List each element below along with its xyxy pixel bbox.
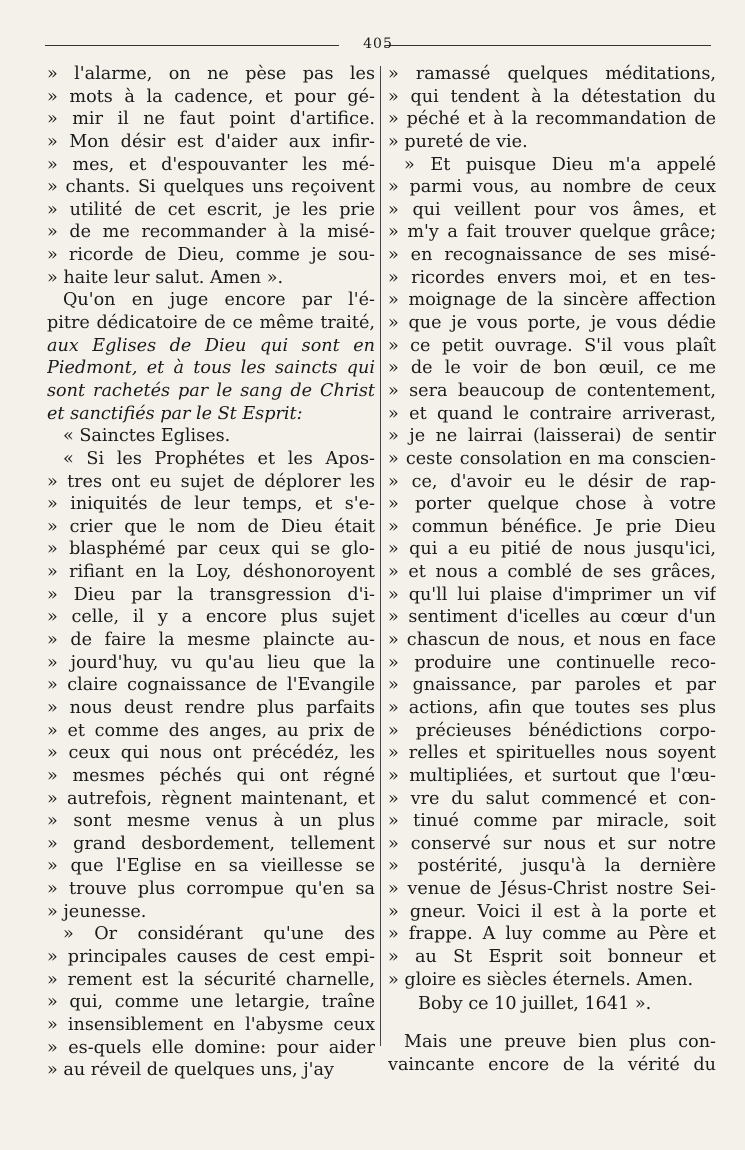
text-line: » qui a eu pitié de nous jusqu'ici,: [388, 539, 716, 560]
paragraph-gap: [388, 1017, 716, 1031]
text-line: » Mon désir est d'aider aux infir-: [47, 131, 375, 152]
page-header: [45, 34, 711, 54]
text-line: » sera beaucoup de contentement,: [388, 380, 716, 401]
text-line: » chascun de nous, et nous en face: [388, 630, 716, 651]
text-line: » ceux qui nous ont précédéz, les: [47, 743, 375, 764]
text-line: » tinué comme par miracle, soit: [388, 811, 716, 832]
text-line: » ramassé quelques méditations,: [388, 64, 716, 84]
column-divider: [380, 66, 381, 1046]
text-line: » et comme des anges, au prix de: [47, 720, 375, 741]
text-line: » mes, et d'espouvanter les mé-: [47, 154, 375, 175]
text-line: » relles et spirituelles nous soyent: [388, 743, 716, 764]
text-line: » en recognaissance de ses misé-: [388, 245, 716, 266]
text-line: » actions, afin que toutes ses plus: [388, 697, 716, 718]
text-line: » de me recommander à la misé-: [47, 222, 375, 243]
text-line: » moignage de la sincère affection: [388, 290, 716, 311]
text-line: » claire cognaissance de l'Evangile: [47, 675, 375, 696]
text-line: » jourd'huy, vu qu'au lieu que la: [47, 652, 375, 673]
text-line: » insensiblement en l'abysme ceux: [47, 1014, 375, 1035]
text-line: » porter quelque chose à votre: [388, 494, 716, 515]
text-line: » au St Esprit soit bonneur et: [388, 946, 716, 967]
text-line: » gneur. Voici il est à la porte et: [388, 901, 716, 922]
text-line: » l'alarme, on ne pèse pas les: [47, 64, 375, 84]
text-line: » nous deust rendre plus parfaits: [47, 697, 375, 718]
text-line: » tres ont eu sujet de déplorer les: [47, 471, 375, 492]
text-line: » qu'll lui plaise d'imprimer un vif: [388, 584, 716, 605]
text-line: » ce petit ouvrage. S'il vous plaît: [388, 335, 716, 356]
text-line: » parmi vous, au nombre de ceux: [388, 177, 716, 198]
text-line: » m'y a fait trouver quelque grâce;: [388, 222, 716, 243]
date-line: Boby ce 10 juillet, 1641 ».: [418, 994, 652, 1015]
text-line: vaincante encore de la vérité du: [388, 1054, 716, 1075]
text-line: » celle, il y a encore plus sujet: [47, 607, 375, 628]
text-line: » autrefois, règnent maintenant, et: [47, 788, 375, 809]
text-line: » frappe. A luy comme au Père et: [388, 924, 716, 945]
text-line: sont rachetés par le sang de Christ: [47, 380, 375, 401]
text-line: » postérité, jusqu'à la dernière: [388, 856, 716, 877]
text-line: « Si les Prophétes et les Apos-: [63, 448, 375, 469]
text-line: Mais une preuve bien plus con-: [404, 1032, 716, 1053]
text-line: » conservé sur nous et sur notre: [388, 833, 716, 854]
text-line: » sentiment d'icelles au cœur d'un: [388, 607, 716, 628]
text-line: » mots à la cadence, et pour gé-: [47, 86, 375, 107]
text-line: » blasphémé par ceux qui se glo-: [47, 539, 375, 560]
page-number: 405: [363, 36, 393, 52]
text-line: » sont mesme venus à un plus: [47, 811, 375, 832]
text-line: » Or considérant qu'une des: [63, 924, 375, 945]
text-line: » vre du salut commencé et con-: [388, 788, 716, 809]
text-line: » produire une continuelle reco-: [388, 652, 716, 673]
text-line: » utilité de cet escrit, je les prie: [47, 199, 375, 220]
text-line: Qu'on en juge encore par l'é-: [63, 290, 375, 311]
text-line: » que je vous porte, je vous dédie: [388, 313, 716, 334]
text-line: » trouve plus corrompue qu'en sa: [47, 879, 375, 900]
left-column: [47, 63, 375, 1082]
text-line: » qui, comme une letargie, traîne: [47, 992, 375, 1013]
text-line: » haite leur salut. Amen ».: [47, 267, 284, 288]
closing-lines: [388, 1031, 716, 1076]
text-line: » et quand le contraire arriverast,: [388, 403, 716, 424]
text-line: » multipliées, et surtout que l'œu-: [388, 765, 716, 786]
text-line: » mesmes péchés qui ont régné: [47, 765, 375, 786]
text-line: « Sainctes Eglises.: [63, 426, 231, 447]
text-line: aux Eglises de Dieu qui sont en: [47, 335, 375, 356]
text-line: » que l'Eglise en sa vieillesse se: [47, 856, 375, 877]
text-line: » chants. Si quelques uns reçoivent: [47, 177, 375, 198]
text-line: » ceste consolation en ma conscien-: [388, 448, 716, 469]
text-line: » Et puisque Dieu m'a appelé: [404, 154, 716, 175]
text-line: » péché et à la recommandation de: [388, 109, 716, 130]
text-line: » crier que le nom de Dieu était: [47, 516, 375, 537]
text-line: » mir il ne faut point d'artifice.: [47, 109, 375, 130]
text-line: » ricordes envers moi, et en tes-: [388, 267, 716, 288]
text-line: » Dieu par la transgression d'i-: [47, 584, 375, 605]
right-column-lines: [388, 63, 716, 991]
text-line: » commun bénéfice. Je prie Dieu: [388, 516, 716, 537]
text-line: pitre dédicatoire de ce même traité,: [47, 313, 375, 334]
text-line: » ricorde de Dieu, comme je sou-: [47, 245, 375, 266]
text-line: » principales causes de cest empi-: [47, 946, 375, 967]
text-line: » je ne lairrai (laisserai) de sentir: [388, 426, 716, 447]
text-line: Piedmont, et à tous les saincts qui: [47, 358, 375, 379]
text-line: » de faire la mesme plaincte au-: [47, 630, 375, 651]
right-column: [388, 63, 716, 1077]
text-line: » qui tendent à la détestation du: [388, 86, 716, 107]
text-line: et sanctifiés par le St Esprit:: [47, 403, 303, 424]
text-line: » et nous a comblé de ses grâces,: [388, 562, 716, 583]
text-line: » gloire es siècles éternels. Amen.: [388, 969, 694, 990]
text-line: » de le voir de bon œuil, ce me: [388, 358, 716, 379]
text-line: » es-quels elle domine: pour aider: [47, 1037, 375, 1058]
text-line: » qui veillent pour vos âmes, et: [388, 199, 716, 220]
text-line: » grand desbordement, tellement: [47, 833, 375, 854]
text-line: » rifiant en la Loy, déshonoroyent: [47, 562, 375, 583]
text-line: » iniquités de leur temps, et s'e-: [47, 494, 375, 515]
text-line: » ce, d'avoir eu le désir de rap-: [388, 471, 716, 492]
text-line: » venue de Jésus-Christ nostre Sei-: [388, 879, 716, 900]
text-line: » au réveil de quelques uns, j'ay: [47, 1060, 334, 1081]
text-line: » jeunesse.: [47, 901, 147, 922]
text-line: » précieuses bénédictions corpo-: [388, 720, 716, 741]
text-line: » rement est la sécurité charnelle,: [47, 969, 375, 990]
text-line: » gnaissance, par paroles et par: [388, 675, 716, 696]
text-line: » pureté de vie.: [388, 131, 528, 152]
